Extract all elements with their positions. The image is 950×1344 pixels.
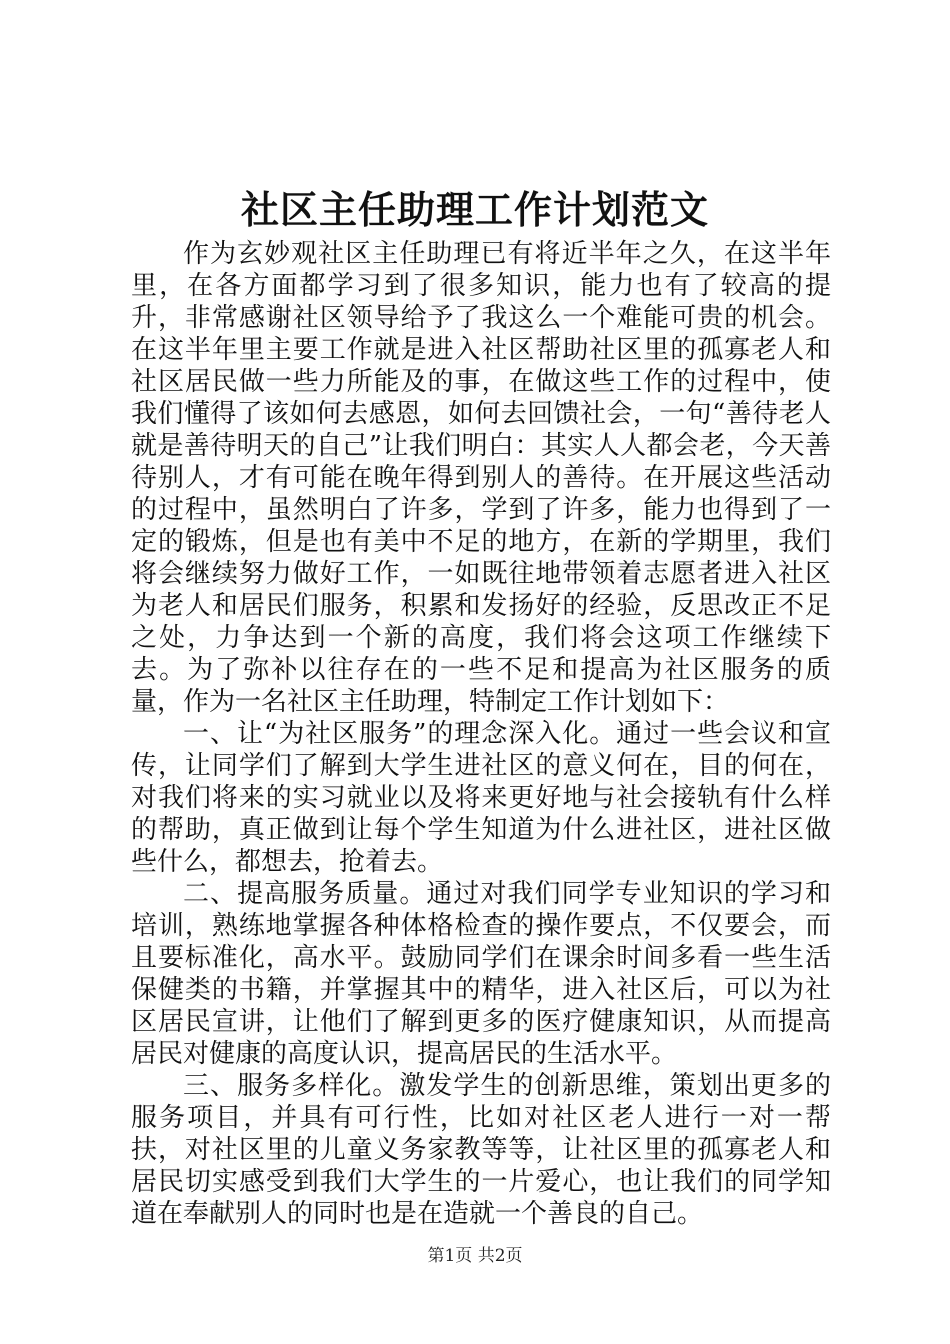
paragraph-item-3: 三、服务多样化。激发学生的创新思维，策划出更多的服务项目，并具有可行性，比如对社区老人进行一对一帮扶，对社区里的儿童义务家教等等，让社区里的孤寡老人和居民切实感受到我们大学生的一片爱心，也让我们的同学知道在奉献别人的同时也是在造就一个善良的自己。	[131, 1071, 831, 1229]
paragraph-item-2: 二、提高服务质量。通过对我们同学专业知识的学习和培训，熟练地掌握各种体格检查的操作要点，不仅要会，而且要标准化，高水平。鼓励同学们在课余时间多看一些生活保健类的书籍，并掌握其中的精华，进入社区后，可以为社区居民宣讲，让他们了解到更多的医疗健康知识，从而提高居民对健康的高度认识，提高居民的生活水平。	[131, 879, 831, 1069]
paragraph-item-1: 一、让“为社区服务”的理念深入化。通过一些会议和宣传，让同学们了解到大学生进社区的意义何在，目的何在，对我们将来的实习就业以及将来更好地与社会接轨有什么样的帮助，真正做到让每个学生知道为什么进社区，进社区做些什么，都想去，抢着去。	[131, 719, 831, 877]
document-title: 社区主任助理工作计划范文	[240, 187, 709, 232]
page-number-footer: 第1页 共2页	[427, 1246, 523, 1266]
document-body	[131, 238, 831, 1230]
paragraph-intro: 作为玄妙观社区主任助理已有将近半年之久，在这半年里，在各方面都学习到了很多知识，能力也有了较高的提升，非常感谢社区领导给予了我这么一个难能可贵的机会。在这半年里主要工作就是进入社区帮助社区里的孤寡老人和社区居民做一些力所能及的事，在做这些工作的过程中，使我们懂得了该如何去感恩，如何去回馈社会，一句“善待老人就是善待明天的自己”让我们明白：其实人人都会老，今天善待别人，才有可能在晚年得到别人的善待。在开展这些活动的过程中，虽然明白了许多，学到了许多，能力也得到了一定的锻炼，但是也有美中不足的地方，在新的学期里，我们将会继续努力做好工作，一如既往地带领着志愿者进入社区为老人和居民们服务，积累和发扬好的经验，反思改正不足之处，力争达到一个新的高度，我们将会这项工作继续下去。为了弥补以往存在的一些不足和提高为社区服务的质量，作为一名社区主任助理，特制定工作计划如下：	[131, 239, 831, 717]
